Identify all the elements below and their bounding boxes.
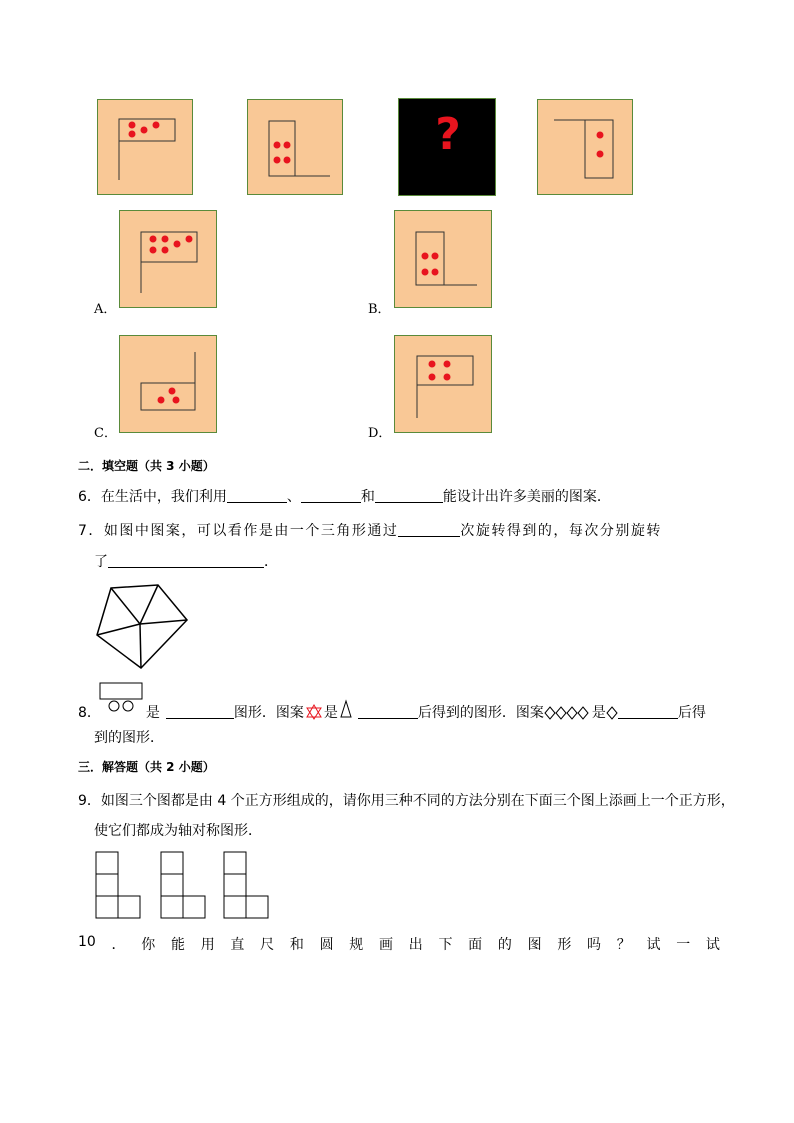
q10-char: 用 xyxy=(200,937,215,953)
q10-char: 下 xyxy=(438,937,453,953)
q8-blank-1[interactable] xyxy=(166,704,234,719)
question-6 xyxy=(78,486,611,506)
q10-char: ． xyxy=(111,937,126,953)
question-8-line-1 xyxy=(78,699,706,722)
q10-char: 能 xyxy=(170,937,185,953)
q10-char: 尺 xyxy=(260,937,275,953)
q8-text-2: 图形．图案 xyxy=(233,705,304,721)
question-10-line xyxy=(78,934,720,954)
pentagon-rotation-figure xyxy=(94,582,194,672)
q10-char: 面 xyxy=(468,937,483,953)
triangle-icon xyxy=(338,699,354,719)
option-b-label: B． xyxy=(368,302,391,317)
q10-char: 圆 xyxy=(319,937,334,953)
question-7-line-2 xyxy=(94,551,278,571)
q10-char: 一 xyxy=(676,937,691,953)
q8-text-6: 后得 xyxy=(677,705,706,721)
q10-char: 画 xyxy=(379,937,394,953)
question-8-line-2 xyxy=(94,727,164,747)
q10-char: 形 xyxy=(557,937,572,953)
q10-char: 10 xyxy=(78,934,96,950)
q10-char: 和 xyxy=(289,937,304,953)
q8-text-1: 是 xyxy=(145,705,160,721)
inverted-flag-figure xyxy=(538,100,634,196)
option-c-figure xyxy=(120,336,218,434)
q8-text-7: 到的图形． xyxy=(94,730,164,746)
q8-number: 8． xyxy=(78,705,101,721)
option-d-label: D． xyxy=(368,426,392,441)
question-7-line-1 xyxy=(78,520,662,540)
q6-text-2: 能设计出许多美丽的图案． xyxy=(442,489,611,505)
option-a-figure xyxy=(120,211,218,309)
sequence-tile-4 xyxy=(537,99,633,195)
q10-char: 规 xyxy=(349,937,364,953)
q8-blank-2[interactable] xyxy=(358,704,418,719)
question-mark: ? xyxy=(435,109,461,160)
option-a-tile[interactable] xyxy=(119,210,217,308)
q7-blank-1[interactable] xyxy=(398,522,460,537)
section-3-heading: 三．解答题（共 2 小题） xyxy=(78,760,215,774)
q10-char: ？ xyxy=(616,937,631,953)
q9-text-1: 9．如图三个图都是由 4 个正方形组成的，请你用三种不同的方法分别在下面三个图上添画上一个正方形， xyxy=(78,793,735,809)
q6-blank-2[interactable] xyxy=(301,488,361,503)
q10-char: 直 xyxy=(230,937,245,953)
q10-char: 图 xyxy=(527,937,542,953)
q6-sep-1: 、 xyxy=(286,489,301,505)
q8-text-4: 后得到的图形．图案 xyxy=(417,705,544,721)
q7-text-2: 次旋转得到的，每次分别旋转 xyxy=(460,523,662,539)
q7-text-1: 7．如图中图案，可以看作是由一个三角形通过 xyxy=(78,523,399,539)
q6-sep-2: 和 xyxy=(360,489,375,505)
option-a-label: A． xyxy=(94,302,117,317)
q6-blank-3[interactable] xyxy=(375,488,443,503)
q10-char: 试 xyxy=(705,937,720,953)
l-shape-figure-3[interactable] xyxy=(223,851,271,921)
option-d-tile[interactable] xyxy=(394,335,492,433)
question-9-line-1 xyxy=(78,790,735,810)
q10-char: 你 xyxy=(141,937,156,953)
q6-text-1: 在生活中，我们利用 xyxy=(100,489,227,505)
section-2-heading: 二．填空题（共 3 小题） xyxy=(78,459,215,473)
q7-text-3: 了 xyxy=(94,554,108,570)
q8-text-3: 是 xyxy=(323,705,338,721)
question-9-line-2 xyxy=(94,820,262,840)
q7-text-4: ． xyxy=(264,554,278,570)
sequence-tile-unknown xyxy=(398,98,496,196)
option-d-figure xyxy=(395,336,493,434)
q8-blank-3[interactable] xyxy=(618,704,678,719)
diamond-icon xyxy=(606,705,618,721)
l-shape-figure-1[interactable] xyxy=(95,851,143,921)
option-b-tile[interactable] xyxy=(394,210,492,308)
rotated-flag-figure xyxy=(248,100,344,196)
option-b-figure xyxy=(395,211,493,309)
q8-text-5: 是 xyxy=(591,705,606,721)
q10-char: 试 xyxy=(646,937,661,953)
star-pattern-icon xyxy=(304,703,324,721)
option-c-tile[interactable] xyxy=(119,335,217,433)
q6-blank-1[interactable] xyxy=(227,488,287,503)
q9-text-2: 使它们都成为轴对称图形． xyxy=(94,823,262,839)
l-shape-figure-2[interactable] xyxy=(160,851,208,921)
sequence-tile-2 xyxy=(247,99,343,195)
q10-char: 吗 xyxy=(587,937,602,953)
sequence-tile-1 xyxy=(97,99,193,195)
q6-number: 6． xyxy=(78,489,101,505)
q10-char: 的 xyxy=(497,937,512,953)
option-c-label: C． xyxy=(94,426,117,441)
flag-with-four-dots-figure xyxy=(98,100,194,196)
q7-blank-2[interactable] xyxy=(108,553,264,568)
diamond-row-icon xyxy=(544,705,592,721)
q10-char: 出 xyxy=(408,937,423,953)
